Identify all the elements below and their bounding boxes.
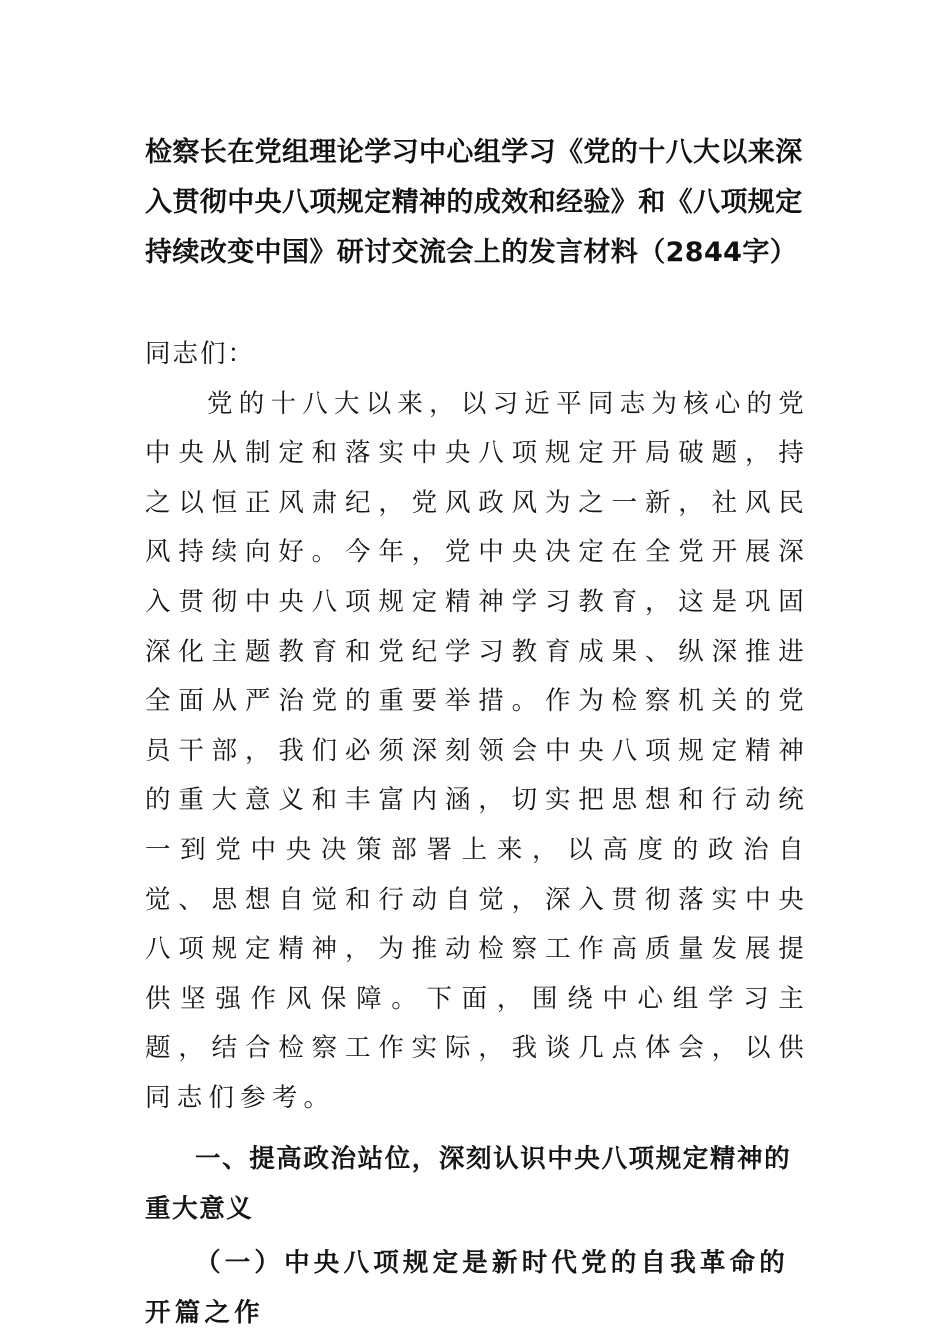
- intro-paragraph: 党的十八大以来，以习近平同志为核心的党中央从制定和落实中央八项规定开局破题，持之以恒正风肃纪，党风政风为之一新，社风民风持续向好。今年，党中央决定在全党开展深入贯彻中央八项规定精神学习教育，这是巩固深化主题教育和党纪学习教育成果、纵深推进全面从严治党的重要举措。作为检察机关的党员干部，我们必须深刻领会中央八项规定精神的重大意义和丰富内涵，切实把思想和行动统一到党中央决策部署上来，以高度的政治自觉、思想自觉和行动自觉，深入贯彻落实中央八项规定精神，为推动检察工作高质量发展提供坚强作风保障。下面，围绕中心组学习主题，结合检察工作实际，我谈几点体会，以供同志们参考。: [145, 388, 810, 1113]
- section-heading-1: 一、提高政治站位，深刻认识中央八项规定精神的重大意义: [145, 1143, 792, 1224]
- document-body: [145, 330, 810, 1338]
- document-title: 检察长在党组理论学习中心组学习《党的十八大以来深入贯彻中央八项规定精神的成效和经验》和《八项规定持续改变中国》研讨交流会上的发言材料（2844字）: [145, 137, 803, 268]
- salutation: 同志们：: [145, 339, 256, 369]
- subsection-heading-1: （一）中央八项规定是新时代党的自我革命的开篇之作: [145, 1247, 790, 1328]
